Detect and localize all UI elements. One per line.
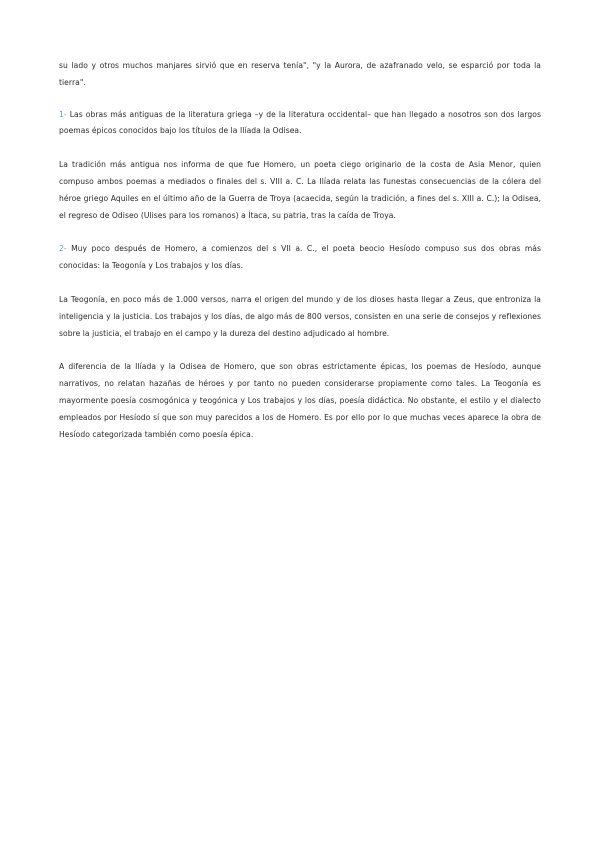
paragraph-text: La tradición más antigua nos informa de que fue Homero, un poeta ciego originario de la costa de Asia Menor, quien compuso ambos poemas a mediados o finales del s. VIII a. C. La Ilíada relata las funestas consecuencias de la cólera del héroe griego Aquiles en el último año de la Guerra de Troya (acaecida, según la tradición, a fines del s. XIII a. C.); la Odisea, el regreso de Odiseo (Ulises para los romanos) a Ítaca, su patria, tras la caída de Troya. xyxy=(59,160,541,220)
paragraph-text: A diferencia de la Ilíada y la Odisea de Homero, que son obras estrictamente épicas, los poemas de Hesíodo, aunque narrativos, no relatan hazañas de héroes y por tanto no pueden considerarse propiamente como tales. La Teogonía es mayormente poesía cosmogónica y teogónica y Los trabajos y los días, poesía didáctica. No obstante, el estilo y el dialecto empleados por Hesíodo sí que son muy parecidos a los de Homero. Es por ello por lo que muchas veces aparece la obra de Hesíodo categorizada también como poesía épica. xyxy=(59,362,541,439)
paragraph-2-hesiodo xyxy=(59,241,541,275)
document-page xyxy=(59,58,541,443)
paragraph-diferencia xyxy=(59,359,541,443)
paragraph-number: 2- xyxy=(59,244,67,254)
paragraph-homero xyxy=(59,157,541,224)
paragraph-continuation xyxy=(59,58,541,92)
paragraph-number: 1- xyxy=(59,109,67,119)
paragraph-text: Muy poco después de Homero, a comienzos del s VII a. C., el poeta beocio Hesíodo compuso sus dos obras más conocidas: la Teogonía y Los trabajos y los días. xyxy=(59,244,541,271)
paragraph-text: su lado y otros muchos manjares sirvió que en reserva tenía", "y la Aurora, de azafranado velo, se esparció por toda la tierra". xyxy=(59,61,541,87)
paragraph-teogonia xyxy=(59,292,541,342)
paragraph-1-intro xyxy=(59,107,541,141)
paragraph-text: Las obras más antiguas de la literatura griega –y de la literatura occidental– que han llegado a nosotros son dos largos poemas épicos conocidos bajo los títulos de la Ilíada la Odisea. xyxy=(59,109,541,136)
paragraph-text: La Teogonía, en poco más de 1.000 versos, narra el origen del mundo y de los dioses hasta llegar a Zeus, que entroniza la inteligencia y la justicia. Los trabajos y los días, de algo más de 800 versos, consisten en una serie de consejos y reflexiones sobre la justicia, el trabajo en el campo y la dureza del destino adjudicado al hombre. xyxy=(59,294,541,338)
